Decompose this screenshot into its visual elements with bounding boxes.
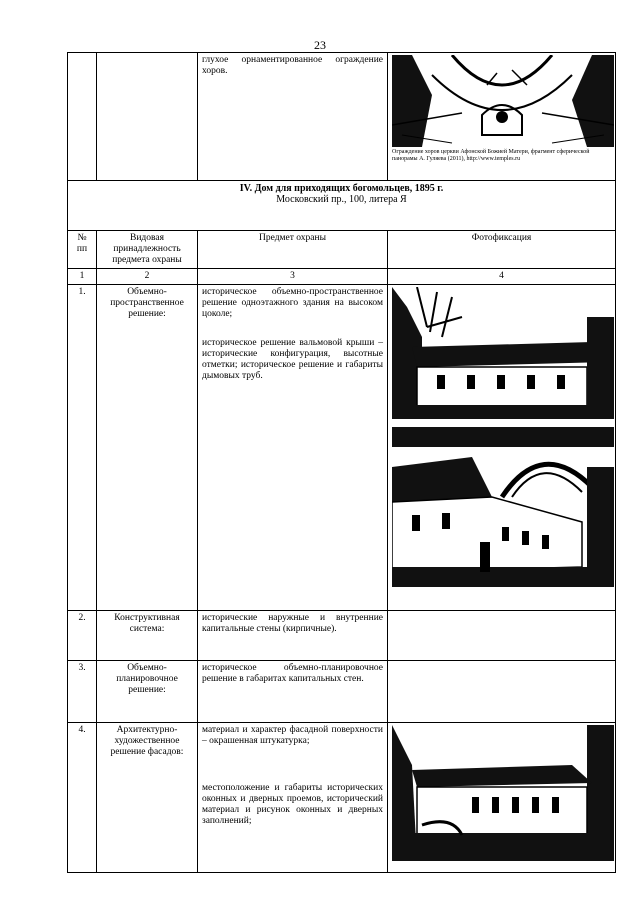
header-subject: Предмет охраны [198, 231, 388, 269]
cell-num: 3. [68, 661, 97, 723]
subject-text: материал и характер фасадной поверхности – окрашенная штукатурка; [202, 725, 383, 746]
photo-caption: Ограждение хоров церкви Афонской Божией Матери, фрагмент сферической панорамы А. Гуляева (2011), http://www.temples.ru [392, 149, 590, 162]
section-row [68, 181, 616, 231]
header-category: Видовая принадлежность предмета охраны [97, 231, 198, 269]
cell-category [97, 53, 198, 181]
index-cell: 2 [97, 269, 198, 285]
section-title: IV. Дом для приходящих богомольцев, 1895 г. [239, 183, 444, 194]
header-num: № пп [68, 231, 97, 269]
subject-text: историческое решение вальмовой крыши – исторические конфигурация, высотные отметки; историческое решение и габариты дымовых труб. [202, 338, 383, 381]
header-photo: Фотофиксация [388, 231, 616, 269]
cell-num: 4. [68, 723, 97, 873]
cell-category: Объемно-планировочное решение: [97, 661, 198, 723]
photo-building-corner [392, 427, 614, 587]
subject-text: исторические наружные и внутренние капитальные стены (кирпичные). [202, 613, 383, 634]
table-row [68, 661, 616, 723]
section-address: Московский пр., 100, литера Я [276, 194, 407, 205]
protection-table [67, 52, 616, 873]
photo-choir-railing [392, 55, 614, 147]
photo-building-front [392, 287, 614, 419]
cell-category: Объемно-пространственное решение: [97, 285, 198, 611]
cell-subject [198, 285, 388, 611]
cell-category: Архитектурно-художественное решение фасадов: [97, 723, 198, 873]
index-cell: 1 [68, 269, 97, 285]
section-heading [68, 181, 616, 231]
header-row [68, 231, 616, 269]
index-cell: 4 [388, 269, 616, 285]
table-row [68, 611, 616, 661]
cell-photo [388, 53, 616, 181]
subject-text: историческое объемно-планировочное решение в габаритах капитальных стен. [202, 663, 383, 684]
cell-num [68, 53, 97, 181]
cell-subject [198, 53, 388, 181]
subject-text: местоположение и габариты исторических оконных и дверных проемов, исторический материал и рисунок оконных и дверных заполнений; [202, 783, 383, 826]
subject-text: глухое орнаментированное ограждение хоров. [202, 55, 383, 76]
table-row [68, 285, 616, 611]
index-row [68, 269, 616, 285]
cell-subject [198, 723, 388, 873]
cell-subject [198, 611, 388, 661]
table-row [68, 723, 616, 873]
cell-subject [198, 661, 388, 723]
photo-facade [392, 725, 614, 861]
table-row [68, 53, 616, 181]
cell-num: 1. [68, 285, 97, 611]
subject-text: историческое объемно-пространственное решение одноэтажного здания на высоком цоколе; [202, 287, 383, 319]
cell-category: Конструктивная система: [97, 611, 198, 661]
cell-photo [388, 661, 616, 723]
cell-photo [388, 723, 616, 873]
cell-photo [388, 285, 616, 611]
cell-num: 2. [68, 611, 97, 661]
index-cell: 3 [198, 269, 388, 285]
cell-photo [388, 611, 616, 661]
page-number: 23 [314, 38, 326, 52]
